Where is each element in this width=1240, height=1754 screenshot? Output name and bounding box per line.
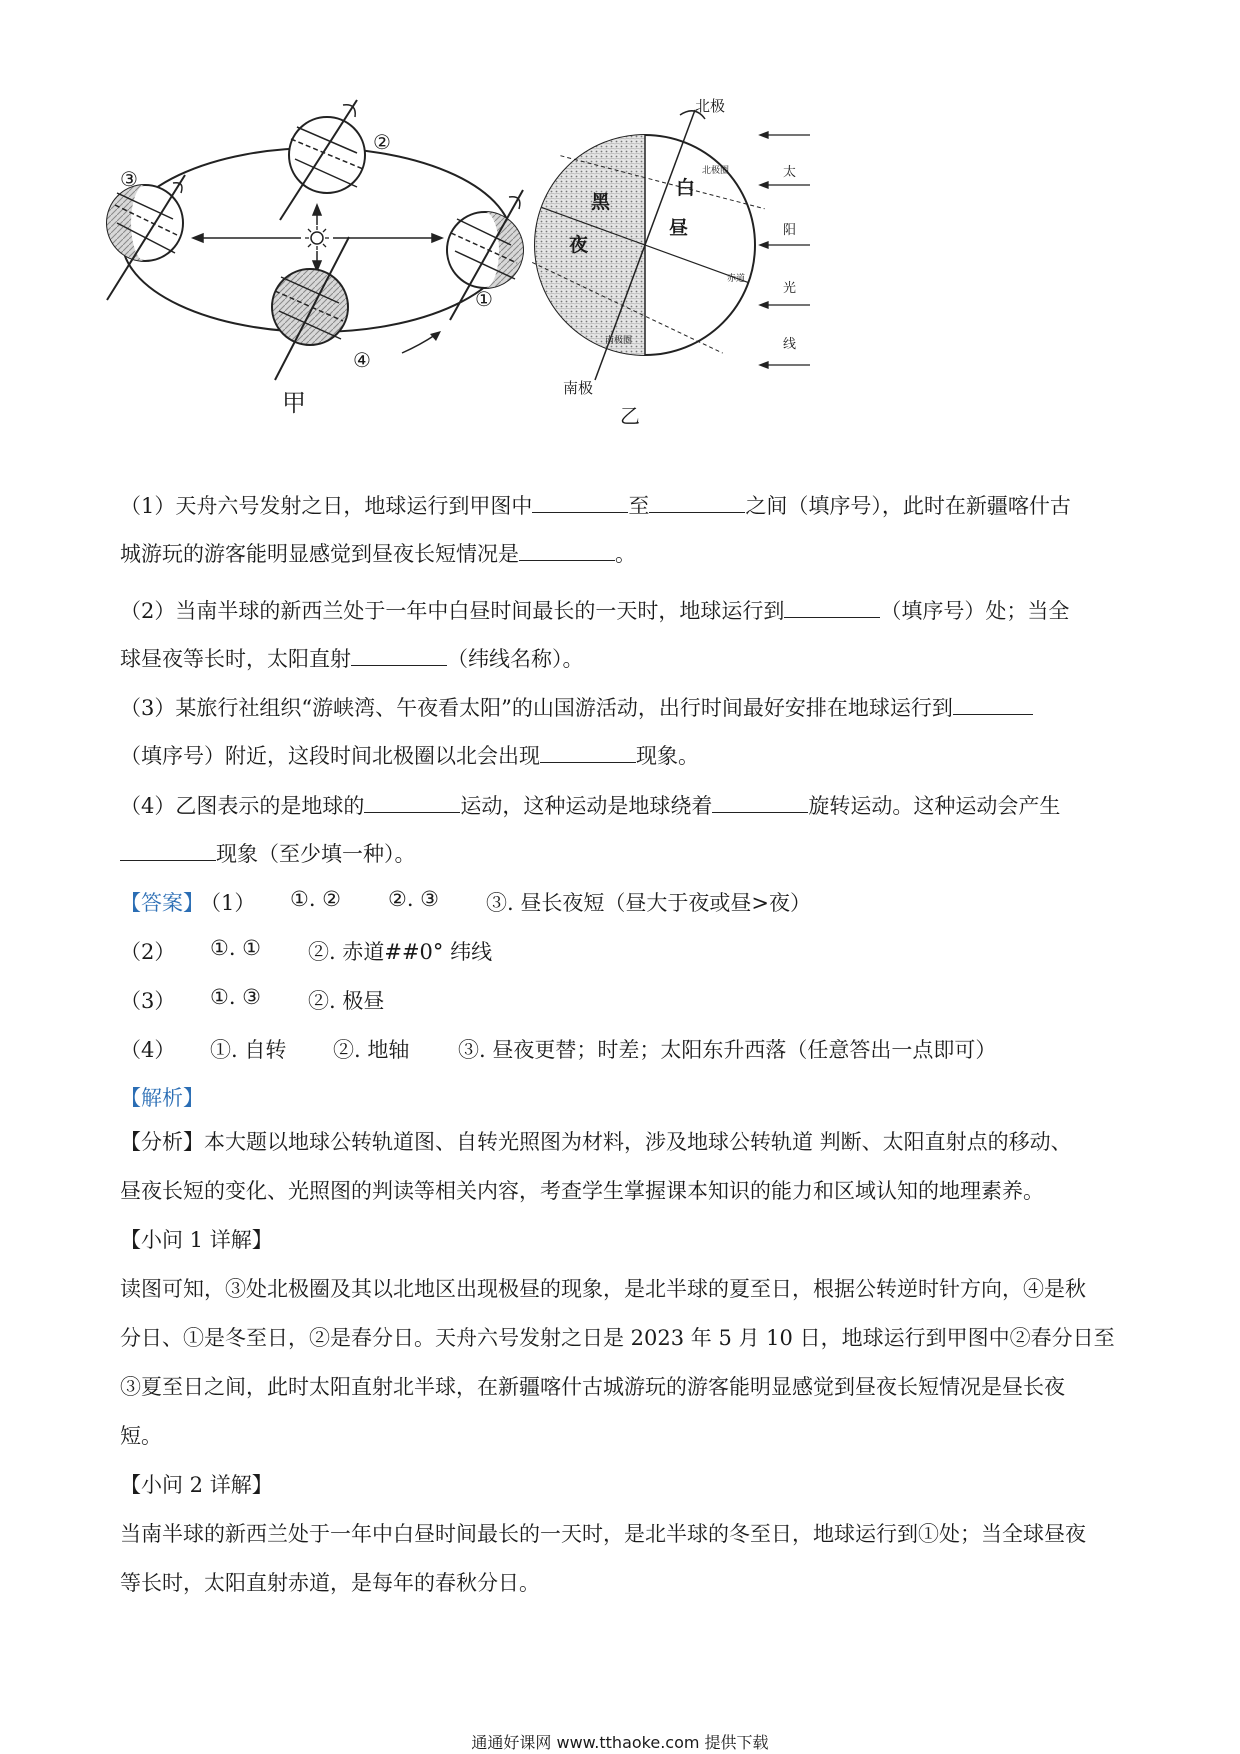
q2-blank-2[interactable] (351, 643, 447, 666)
marker-1: ① (475, 287, 493, 311)
q1-blank-3[interactable] (519, 538, 615, 561)
answer-1-c: ③. 昼长夜短（昼大于夜或昼>夜） (486, 891, 811, 915)
antarctic-circle-label: 南极圈 (605, 336, 633, 346)
marker-4: ④ (353, 348, 371, 372)
illumination-globe (525, 110, 764, 380)
sunlight-char-2: 阳 (783, 223, 797, 238)
question-2-line-2: 球昼夜等长时，太阳直射 （纬线名称）。 (120, 643, 1130, 674)
analysis-line-1: 【分析】本大题以地球公转轨道图、自转光照图为材料，涉及地球公转轨道 判断、太阳直射点的移动、 (120, 1130, 1072, 1154)
q3-blank-1[interactable] (953, 692, 1033, 715)
sub-question-1-heading: 【小问 1 详解】 (120, 1228, 273, 1252)
sun-ray-arrows (193, 205, 442, 271)
q4-blank-2[interactable] (712, 790, 808, 813)
answer-2-a: ①. ① (210, 936, 262, 960)
answer-4-b: ②. 地轴 (333, 1038, 410, 1062)
night-label-1: 黑 (591, 191, 611, 213)
page-footer: 通通好课网 www.tthaoke.com 提供下载 (471, 1733, 769, 1752)
earth-position-4 (272, 237, 349, 380)
question-1-line-1: （1）天舟六号发射之日，地球运行到甲图中 至 之间（填序号），此时在新疆喀什古 (120, 490, 1130, 521)
answer-3-b: ②. 极昼 (308, 989, 385, 1013)
day-label-2: 昼 (669, 217, 689, 239)
detail-1-line-1: 读图可知，③处北极圈及其以北地区出现极昼的现象，是北半球的夏至日，根据公转逆时针方向，④是秋 (120, 1277, 1086, 1301)
sunlight-char-3: 光 (783, 281, 797, 296)
q1-blank-1[interactable] (532, 490, 628, 513)
q1-blank-2[interactable] (649, 490, 745, 513)
question-1-line-2: 城游玩的游客能明显感觉到昼夜长短情况是 。 (120, 538, 1130, 569)
answer-2-num: （2） (120, 940, 176, 964)
q4-blank-1[interactable] (364, 790, 460, 813)
q2-blank-1[interactable] (784, 595, 880, 618)
orbit-and-illumination-diagram (105, 95, 925, 475)
answer-1-num: （1） (200, 891, 256, 915)
answer-2-b: ②. 赤道##0° 纬线 (308, 940, 493, 964)
sun-icon (305, 226, 329, 250)
detail-2-line-2: 等长时，太阳直射赤道，是每年的春秋分日。 (120, 1571, 540, 1595)
south-pole-label: 南极 (563, 379, 594, 397)
sunlight-char-1: 太 (783, 165, 797, 180)
marker-3: ③ (120, 167, 138, 191)
answer-3-a: ①. ③ (210, 985, 262, 1009)
question-4-line-1: （4）乙图表示的是地球的 运动，这种运动是地球绕着 旋转运动。这种运动会产生 (120, 790, 1130, 821)
answer-1-b: ②. ③ (388, 887, 440, 911)
sunlight-char-4: 线 (783, 337, 797, 352)
question-3-line-2: （填序号）附近，这段时间北极圈以北会出现 现象。 (120, 740, 1130, 771)
answer-tag: 【答案】 (120, 891, 204, 915)
sub-question-2-heading: 【小问 2 详解】 (120, 1473, 273, 1497)
analysis-line-2: 昼夜长短的变化、光照图的判读等相关内容，考查学生掌握课本知识的能力和区域认知的地理素养。 (120, 1179, 1044, 1203)
day-label-1: 白 (676, 177, 696, 199)
orbit-direction-arrow (402, 331, 441, 353)
q3-blank-2[interactable] (540, 740, 636, 763)
answer-1-a: ①. ② (290, 887, 342, 911)
arctic-circle-label: 北极圈 (702, 166, 730, 176)
detail-2-line-1: 当南半球的新西兰处于一年中白昼时间最长的一天时，是北半球的冬至日，地球运行到①处；当全球昼夜 (120, 1522, 1086, 1546)
night-label-2: 夜 (569, 234, 589, 256)
answer-4-num: （4） (120, 1038, 176, 1062)
question-3-line-1: （3）某旅行社组织“游峡湾、午夜看太阳”的山国游活动，出行时间最好安排在地球运行到 (120, 692, 1130, 723)
earth-position-3 (107, 175, 185, 300)
question-2-line-1: （2）当南半球的新西兰处于一年中白昼时间最长的一天时，地球运行到 （填序号）处；当全 (120, 595, 1130, 626)
detail-1-line-3: ③夏至日之间，此时太阳直射北半球，在新疆喀什古城游玩的游客能明显感觉到昼夜长短情况是昼长夜 (120, 1375, 1065, 1399)
analysis-tag: 【解析】 (120, 1086, 204, 1110)
answer-3-num: （3） (120, 989, 176, 1013)
north-pole-label: 北极 (695, 97, 726, 115)
q4-blank-3[interactable] (120, 838, 216, 861)
figure-left-caption: 甲 (282, 389, 306, 417)
figure-right-caption: 乙 (620, 404, 640, 428)
question-4-line-2: 现象（至少填一种）。 (120, 838, 1130, 869)
figure-area (105, 95, 925, 475)
marker-2: ② (373, 130, 391, 154)
detail-1-line-4: 短。 (120, 1424, 162, 1448)
detail-1-line-2: 分日、①是冬至日，②是春分日。天舟六号发射之日是 2023 年 5 月 10 日，地球运行到甲图中②春分日至 (120, 1326, 1115, 1350)
answer-4-c: ③. 昼夜更替；时差；太阳东升西落（任意答出一点即可） (458, 1038, 997, 1062)
earth-position-2 (280, 100, 365, 220)
equator-label: 赤道 (727, 274, 746, 284)
answer-4-a: ①. 自转 (210, 1038, 287, 1062)
